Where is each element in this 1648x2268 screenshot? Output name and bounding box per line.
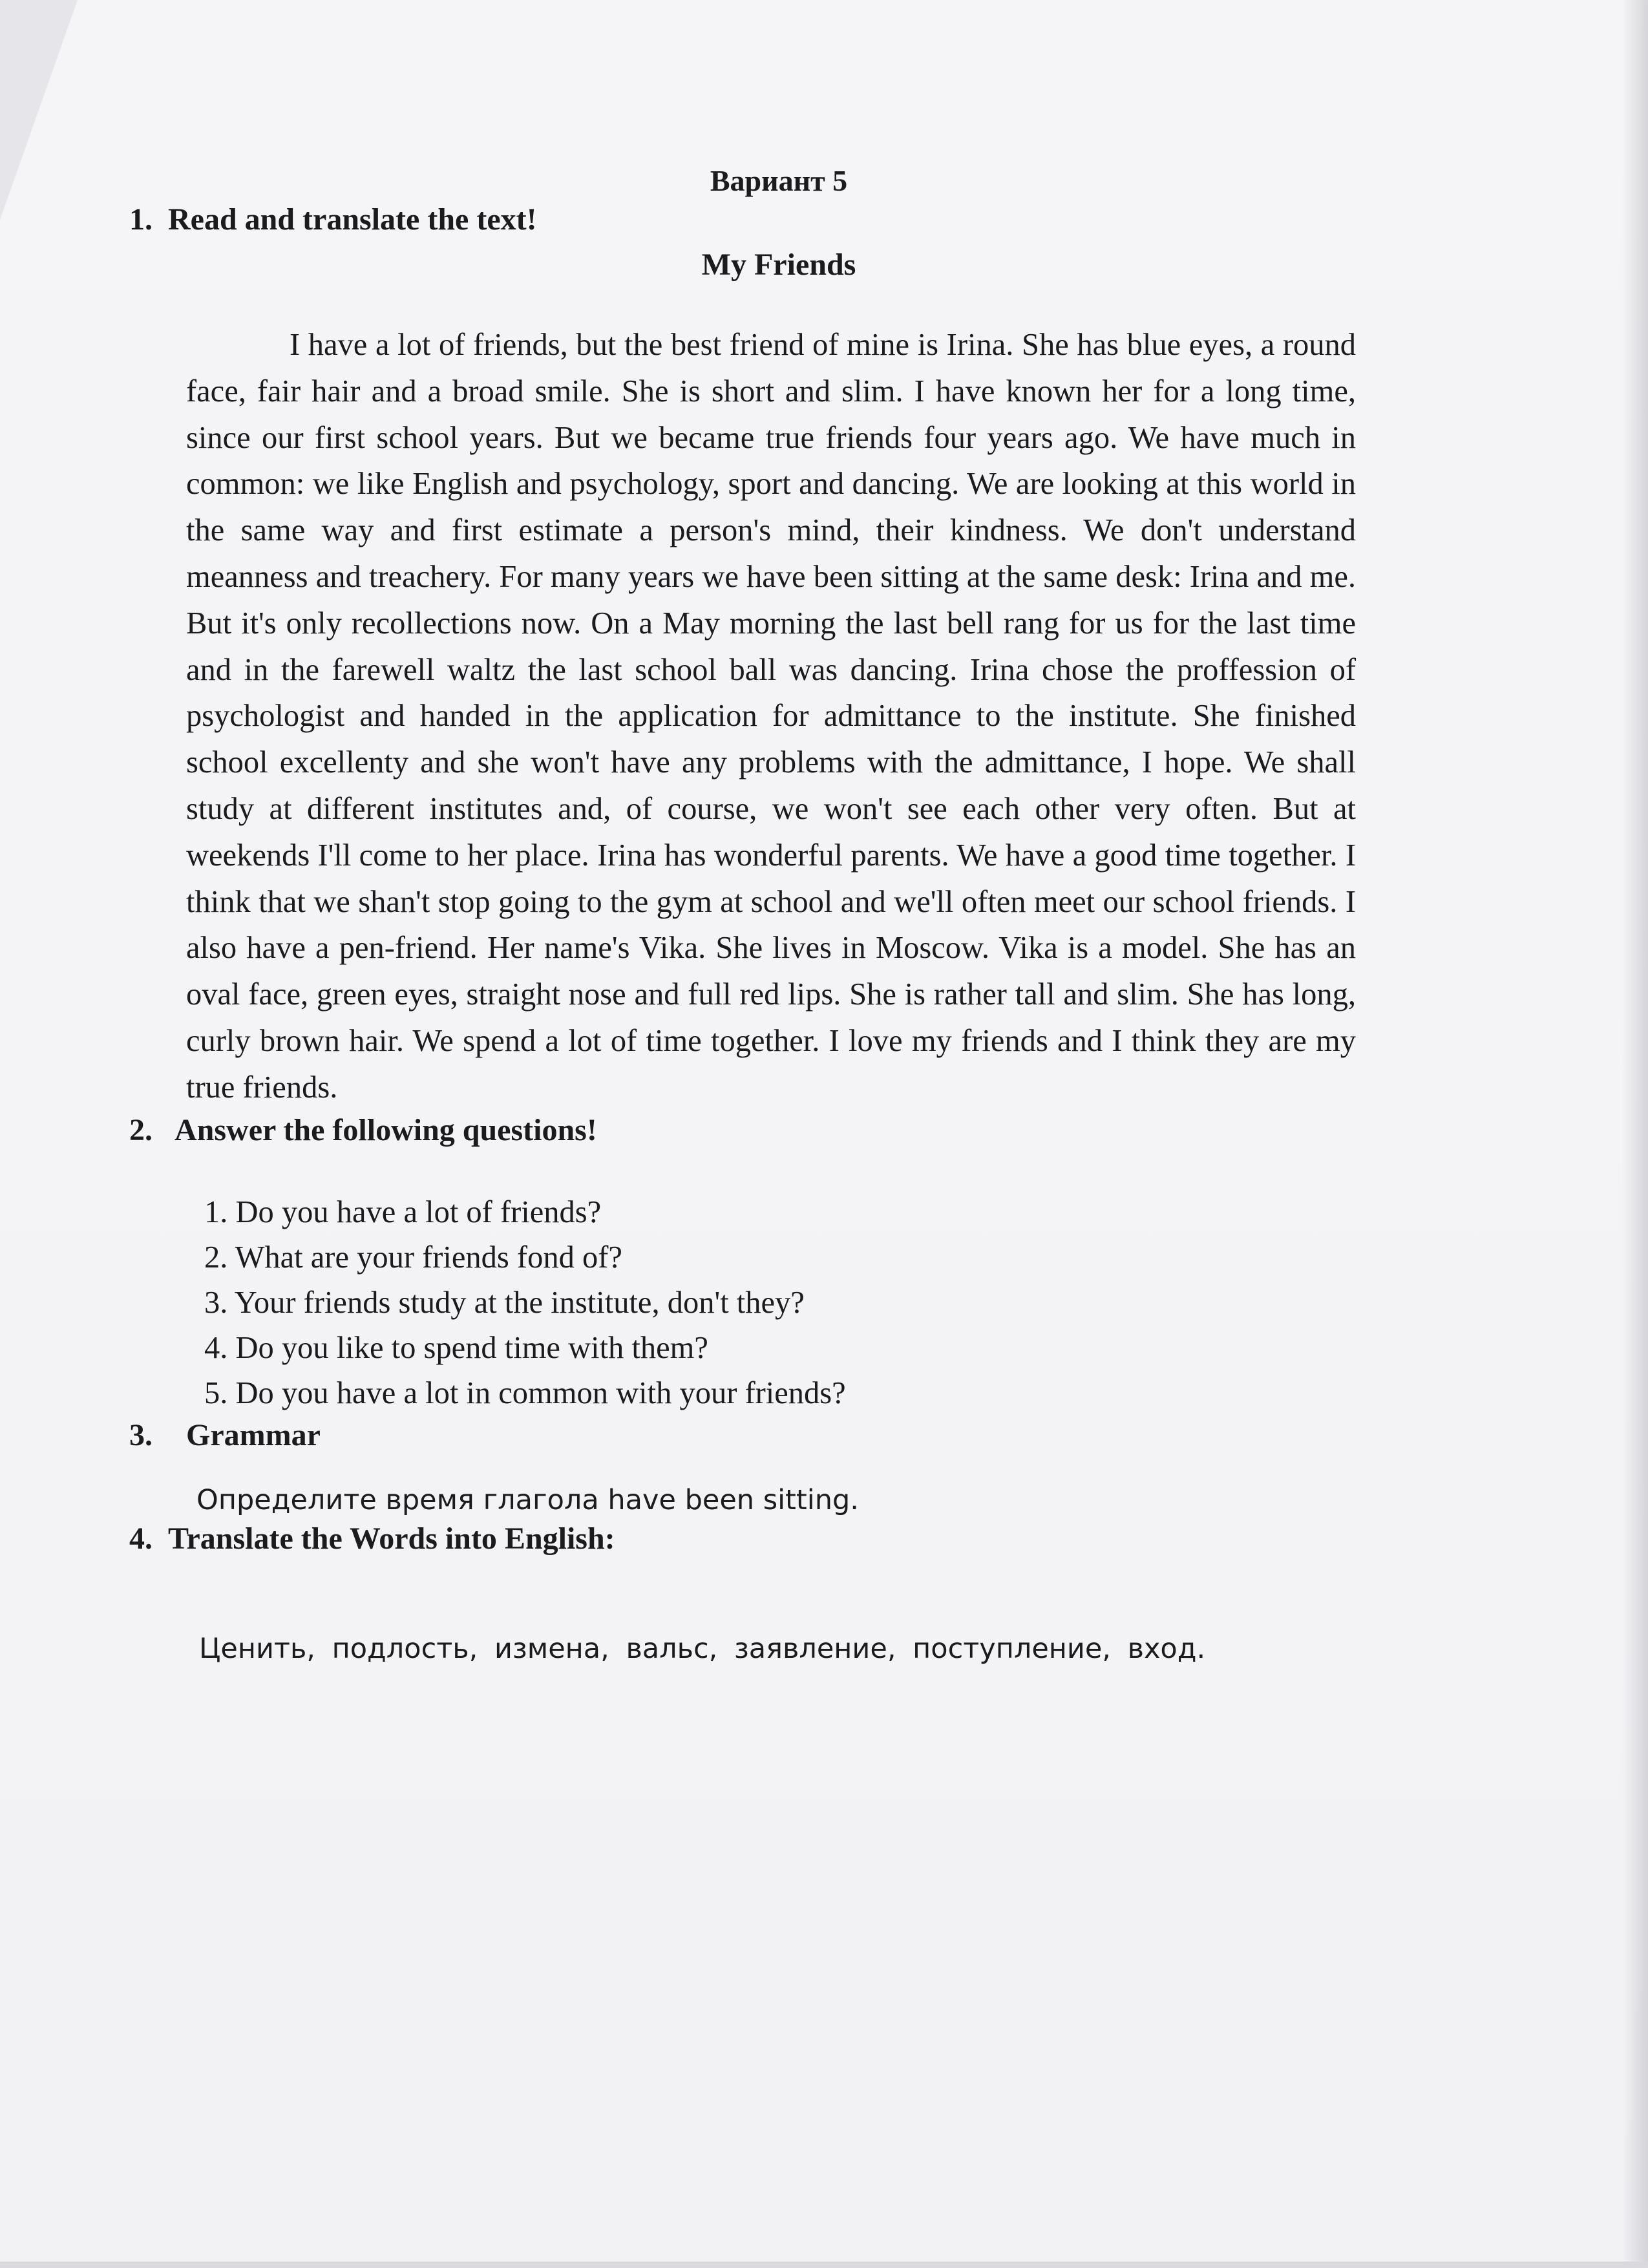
section-4-number: 4.: [129, 1521, 153, 1556]
grammar-task: Определите время глагола have been sitting.: [196, 1483, 859, 1516]
section-1-heading: [129, 200, 1415, 239]
section-2-number: 2.: [129, 1112, 153, 1147]
question-item: 4. Do you like to spend time with them?: [204, 1330, 708, 1365]
section-3-title: Grammar: [186, 1417, 321, 1452]
section-1-number: 1.: [129, 202, 153, 237]
section-4-title: Translate the Words into English:: [168, 1521, 615, 1556]
section-1-title: Read and translate the text!: [168, 202, 537, 237]
section-2-heading: [129, 1111, 1415, 1150]
section-2-title: Answer the following questions!: [174, 1112, 597, 1147]
questions-list: [204, 1190, 1415, 1416]
question-item: 2. What are your friends fond of?: [204, 1240, 622, 1275]
section-3-number: 3.: [129, 1417, 153, 1452]
page-corner-shadow: [0, 0, 78, 220]
question-item: 3. Your friends study at the institute, don't they?: [204, 1285, 805, 1320]
variant-title: Вариант 5: [710, 164, 848, 197]
section-4-heading: [129, 1520, 1415, 1558]
worksheet-content: [129, 162, 1415, 1668]
page-bottom-edge: [0, 2262, 1648, 2268]
section-3-heading: [129, 1416, 1415, 1455]
page-edge-shadow: [1622, 0, 1648, 2268]
question-item: 5. Do you have a lot in common with your friends?: [204, 1375, 846, 1410]
translate-words: Ценить, подлость, измена, вальс, заявление, поступление, вход.: [199, 1632, 1206, 1665]
question-item: 1. Do you have a lot of friends?: [204, 1194, 602, 1229]
text-title: My Friends: [701, 248, 856, 282]
reading-text: I have a lot of friends, but the best friend of mine is Irina. She has blue eyes, a round face, fair hair and a broad smile. She is short and slim. I have known her for a long time, since our first school years. But we became true friends four years ago. We have much in common: we like English and psychology, sport and dancing. We are looking at this world in the same way and first estimate a person's mind, their kindness. We don't understand meanness and treachery. For many years we have been sitting at the same desk: Irina and me. But it's only recollections now. On a May morning the last bell rang for us for the last time and in the farewell waltz the last school ball was dancing. Irina chose the proffession of psychologist and handed in the application for admittance to the institute. She finished school excellenty and she won't have any problems with the admittance, I hope. We shall study at different institutes and, of course, we won't see each other very often. But at weekends I'll come to her place. Irina has wonderful parents. We have a good time together. I think that we shan't stop going to the gym at school and we'll often meet our school friends. I also have a pen-friend. Her name's Vika. She lives in Moscow. Vika is a model. She has an oval face, green eyes, straight nose and full red lips. She is rather tall and slim. She has long, curly brown hair. We spend a lot of time together. I love my friends and I think they are my true friends.: [186, 328, 1356, 1105]
